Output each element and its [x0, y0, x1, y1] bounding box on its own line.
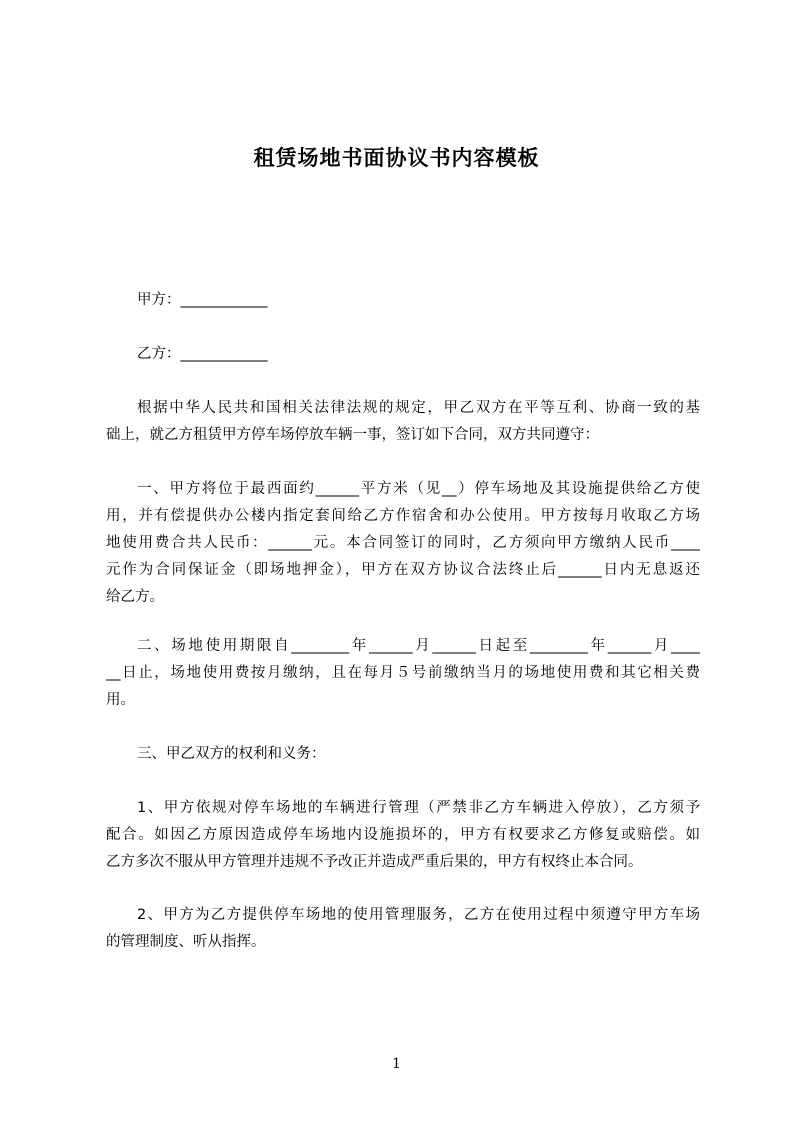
- paragraph-line: 乙方多次不服从甲方管理并违规不予改正并造成严重后果的，甲方有权终止本合同。: [106, 854, 643, 870]
- page-number: 1: [392, 1056, 401, 1072]
- paragraph-line: 给乙方。: [106, 589, 164, 605]
- paragraph-line: 一、甲方将位于最西面约______平方米（见__）停车场地及其设施提供给乙方使: [137, 481, 700, 497]
- paragraph-line: __日止，场地使用费按月缴纳，且在每月５号前缴纳当月的场地使用费和其它相关费: [106, 665, 700, 681]
- party-b-line: 乙方：____________: [137, 346, 268, 362]
- paragraph-line: 2、甲方为乙方提供停车场地的使用管理服务，乙方在使用过程中须遵守甲方车场: [137, 907, 700, 923]
- document-title: 租赁场地书面协议书内容模板: [253, 146, 540, 170]
- paragraph-line: 元作为合同保证金（即场地押金），甲方在双方协议合法终止后______日内无息返还: [106, 562, 700, 578]
- party-a-line: 甲方：____________: [137, 292, 268, 308]
- clause-3-heading: 三、甲乙双方的权利和义务：: [137, 746, 326, 762]
- paragraph-line: 1、甲方依规对停车场地的车辆进行管理（严禁非乙方车辆进入停放），乙方须予: [137, 800, 700, 816]
- paragraph-line: 二、场地使用期限自________年______月______日起至________年______月____: [137, 638, 700, 654]
- paragraph-line: 地使用费合共人民币：______元。本合同签订的同时，乙方须向甲方缴纳人民币____: [106, 535, 700, 551]
- paragraph-line: 础上，就乙方租赁甲方停车场停放车辆一事，签订如下合同，双方共同遵守：: [106, 427, 599, 443]
- paragraph-line: 用，并有偿提供办公楼内指定套间给乙方作宿舍和办公使用。甲方按每月收取乙方场: [106, 508, 700, 524]
- paragraph-line: 配合。如因乙方原因造成停车场地内设施损坏的，甲方有权要求乙方修复或赔偿。如: [106, 827, 700, 843]
- paragraph-line: 的管理制度、听从指挥。: [106, 934, 266, 950]
- paragraph-line: 用。: [106, 692, 135, 708]
- paragraph-line: 根据中华人民共和国相关法律法规的规定，甲乙双方在平等互利、协商一致的基: [137, 400, 700, 416]
